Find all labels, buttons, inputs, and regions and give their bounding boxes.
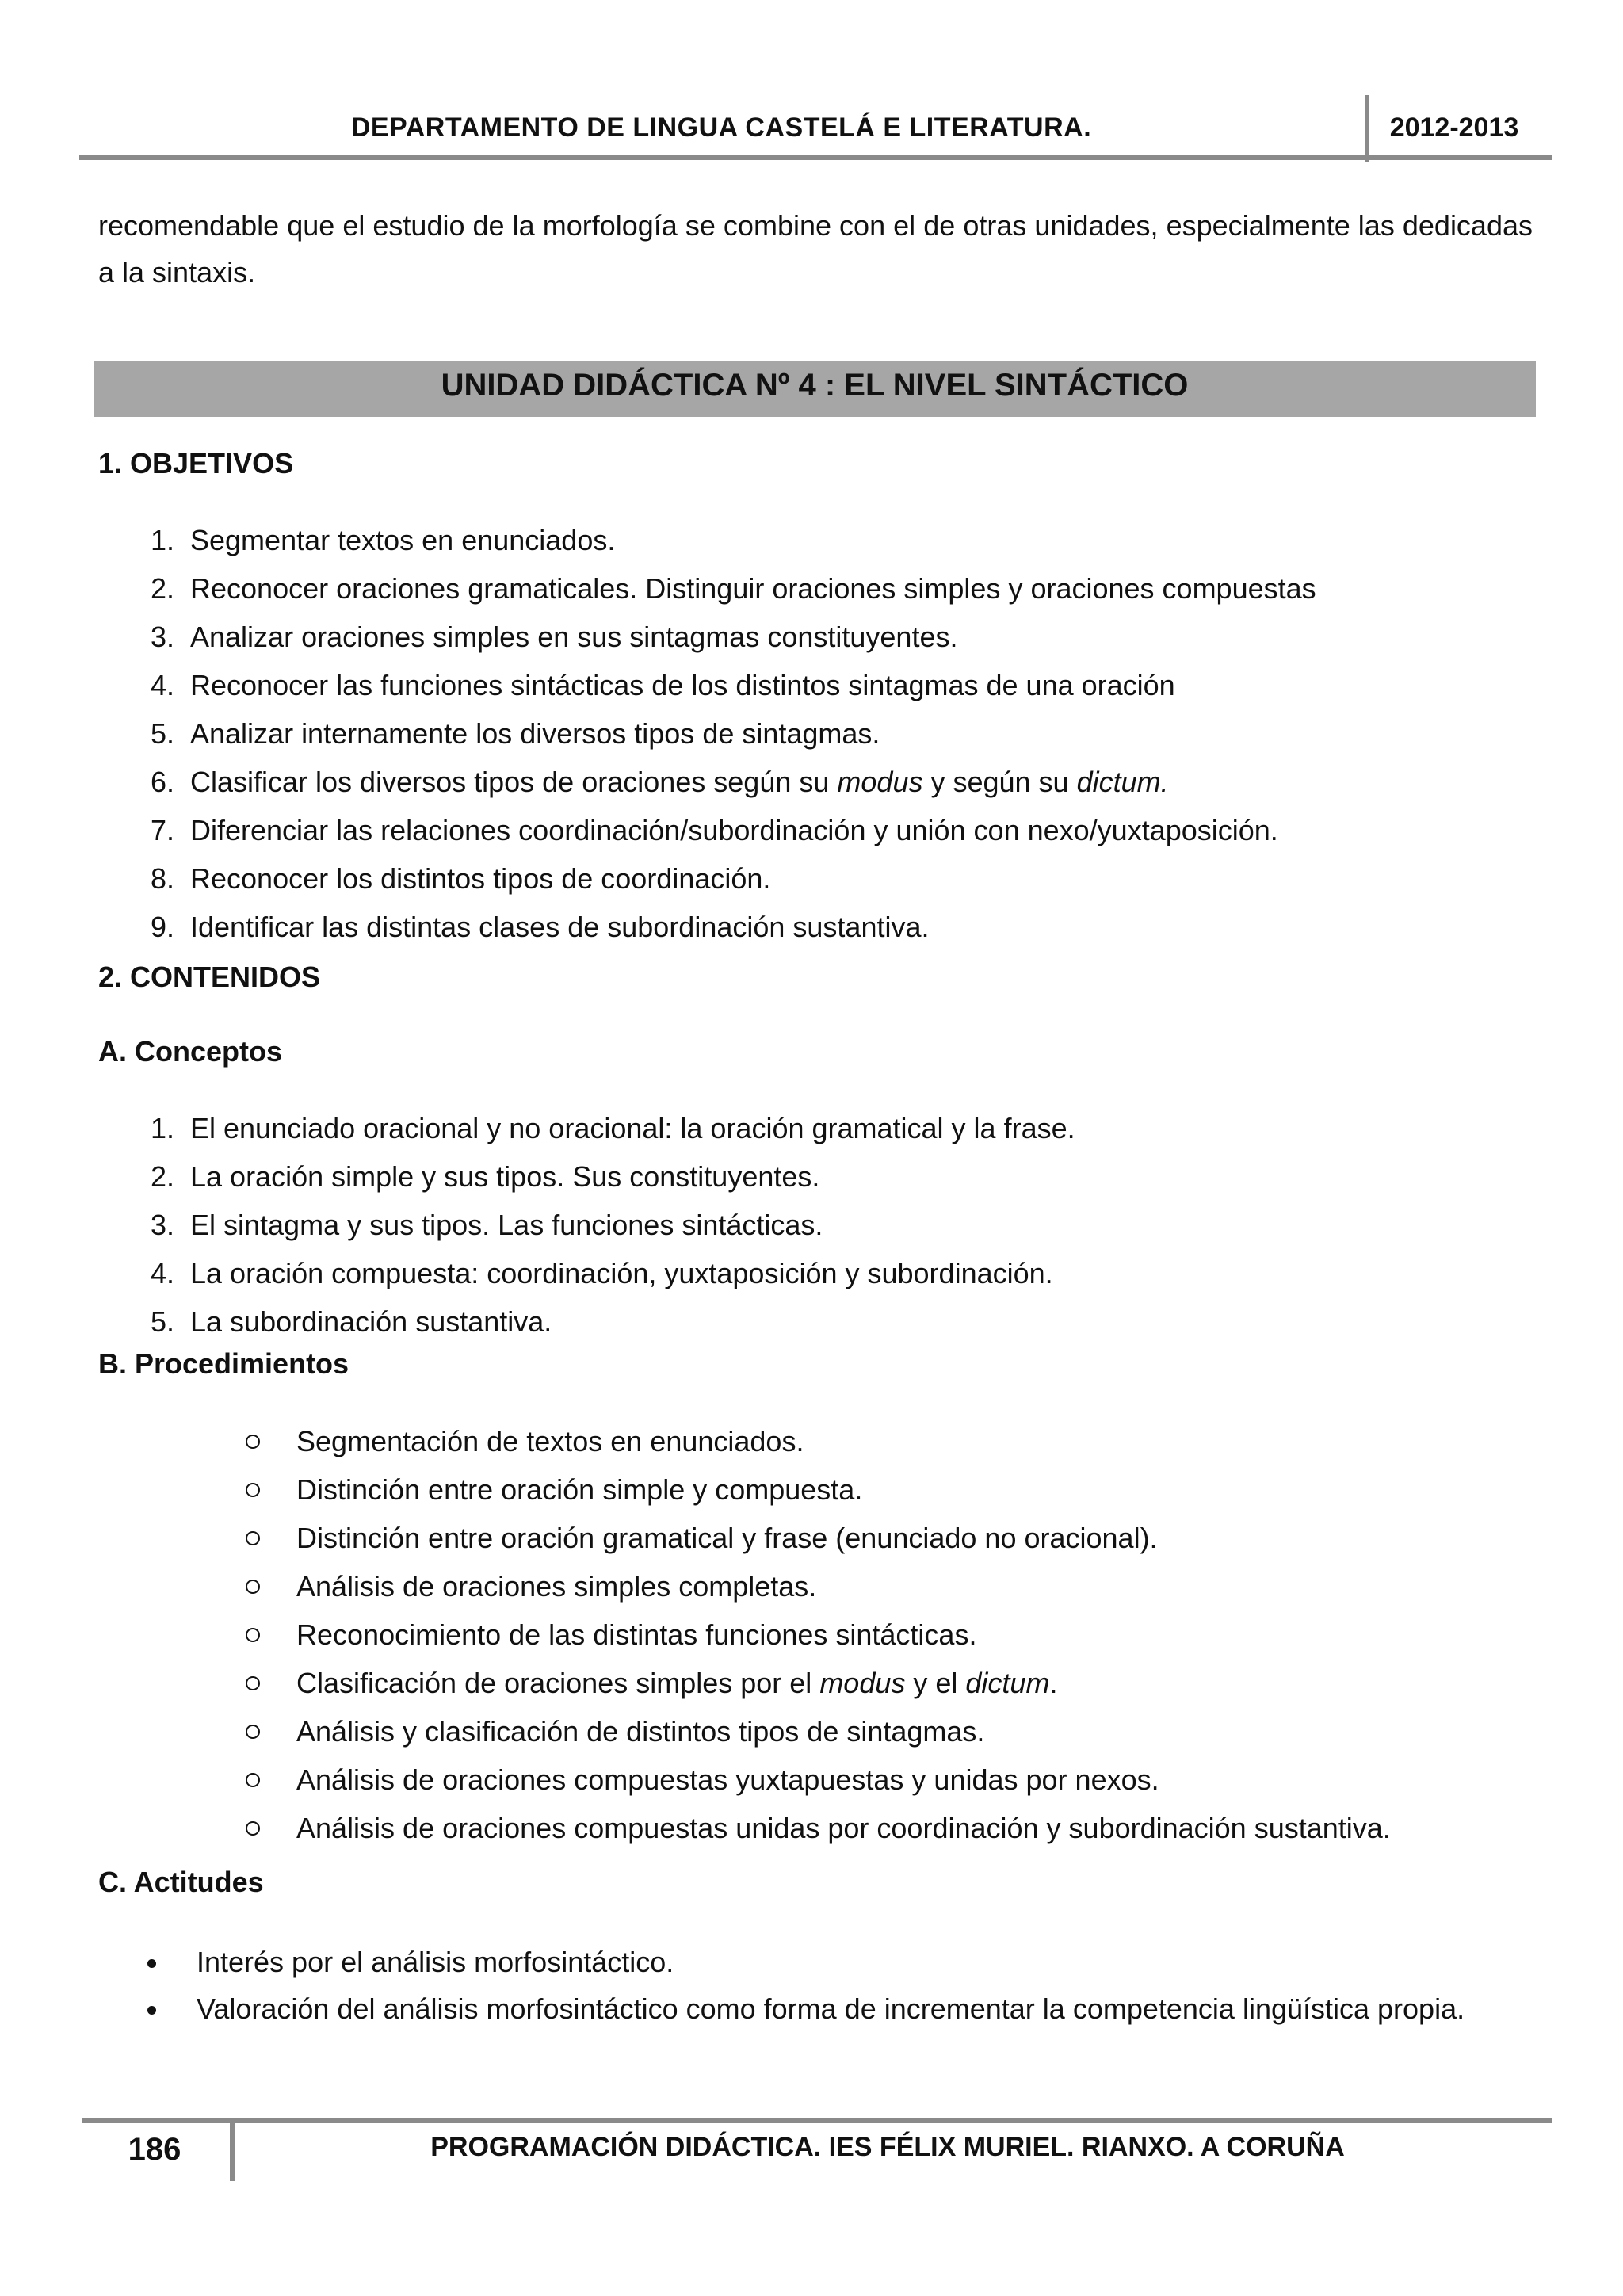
item-text: Análisis de oraciones simples completas. bbox=[296, 1570, 817, 1603]
circle-bullet-icon bbox=[246, 1580, 260, 1594]
item-text: Analizar internamente los diversos tipos de sintagmas. bbox=[190, 717, 880, 750]
item-number: 9. bbox=[150, 911, 174, 943]
item-text bbox=[296, 1659, 1057, 1707]
item-text: Reconocer oraciones gramaticales. Distinguir oraciones simples y oraciones compuestas bbox=[190, 572, 1316, 605]
item-text: La subordinación sustantiva. bbox=[190, 1305, 552, 1338]
circle-bullet-icon bbox=[246, 1435, 260, 1449]
subsection-heading-conceptos: A. Conceptos bbox=[98, 1035, 283, 1068]
text-segment: y el bbox=[905, 1667, 966, 1699]
item-text: Distinción entre oración gramatical y frase (enunciado no oracional). bbox=[296, 1522, 1158, 1554]
item-text: Diferenciar las relaciones coordinación/subordinación y unión con nexo/yuxtaposición. bbox=[190, 814, 1278, 846]
section-heading-objetivos: 1. OBJETIVOS bbox=[98, 447, 294, 479]
italic-term: dictum. bbox=[1076, 766, 1169, 798]
item-number: 1. bbox=[150, 524, 174, 556]
list-item bbox=[147, 1985, 1534, 2032]
circle-bullet-icon bbox=[246, 1676, 260, 1690]
item-number: 6. bbox=[150, 766, 174, 798]
item-text: Valoración del análisis morfosintáctico como forma de incrementar la competencia lingüística propia. bbox=[197, 1992, 1465, 2025]
bullet-dot-icon bbox=[147, 1959, 156, 1968]
item-text: Distinción entre oración simple y compuesta. bbox=[296, 1473, 863, 1506]
subsection-heading-actitudes: C. Actitudes bbox=[98, 1866, 264, 1898]
circle-bullet-icon bbox=[246, 1531, 260, 1545]
item-text bbox=[190, 758, 1169, 806]
circle-bullet-icon bbox=[246, 1773, 260, 1787]
item-text: Interés por el análisis morfosintáctico. bbox=[197, 1946, 674, 1978]
bullet-dot-icon bbox=[147, 2006, 156, 2015]
header-year: 2012-2013 bbox=[1389, 113, 1519, 143]
item-text: Reconocer las funciones sintácticas de los distintos sintagmas de una oración bbox=[190, 669, 1175, 701]
unit-title: UNIDAD DIDÁCTICA Nº 4 : EL NIVEL SINTÁCTICO bbox=[441, 368, 1189, 403]
item-number: 8. bbox=[150, 862, 174, 895]
item-number: 4. bbox=[150, 669, 174, 701]
item-number: 2. bbox=[150, 1160, 174, 1193]
section-heading-contenidos: 2. CONTENIDOS bbox=[98, 961, 321, 993]
circle-bullet-icon bbox=[246, 1628, 260, 1642]
actitudes-list bbox=[147, 1939, 1534, 2032]
italic-term: modus bbox=[837, 766, 923, 798]
item-number: 4. bbox=[150, 1257, 174, 1289]
item-text: Segmentación de textos en enunciados. bbox=[296, 1425, 804, 1457]
subsection-heading-procedimientos: B. Procedimientos bbox=[98, 1347, 349, 1380]
text-segment: Clasificar los diversos tipos de oraciones según su bbox=[190, 766, 838, 798]
item-text: Análisis y clasificación de distintos tipos de sintagmas. bbox=[296, 1715, 985, 1748]
item-text: Analizar oraciones simples en sus sintagmas constituyentes. bbox=[190, 621, 958, 653]
item-number: 3. bbox=[150, 1209, 174, 1241]
item-number: 2. bbox=[150, 572, 174, 605]
intro-paragraph: recomendable que el estudio de la morfología se combine con el de otras unidades, especialmente las dedicadas a la sintaxis. bbox=[98, 209, 1533, 288]
header-department-title: DEPARTAMENTO DE LINGUA CASTELÁ E LITERATURA. bbox=[350, 113, 1092, 143]
circle-bullet-icon bbox=[246, 1483, 260, 1497]
circle-bullet-icon bbox=[246, 1725, 260, 1739]
item-text: Análisis de oraciones compuestas unidas por coordinación y subordinación sustantiva. bbox=[296, 1812, 1391, 1844]
page-number: 186 bbox=[128, 2132, 181, 2167]
circle-bullet-icon bbox=[246, 1821, 260, 1836]
italic-term: dictum bbox=[965, 1667, 1050, 1699]
header-divider bbox=[1365, 95, 1369, 162]
list-item bbox=[147, 1939, 1534, 1985]
item-text: Segmentar textos en enunciados. bbox=[190, 524, 616, 556]
item-text: La oración simple y sus tipos. Sus constituyentes. bbox=[190, 1160, 820, 1193]
header-rule bbox=[79, 155, 1552, 160]
item-text: Identificar las distintas clases de subordinación sustantiva. bbox=[190, 911, 930, 943]
text-segment: y según su bbox=[922, 766, 1077, 798]
item-text: Análisis de oraciones compuestas yuxtapuestas y unidas por nexos. bbox=[296, 1763, 1159, 1796]
item-text: La oración compuesta: coordinación, yuxtaposición y subordinación. bbox=[190, 1257, 1053, 1289]
item-number: 5. bbox=[150, 717, 174, 750]
item-text: El sintagma y sus tipos. Las funciones sintácticas. bbox=[190, 1209, 823, 1241]
footer-divider bbox=[230, 2121, 235, 2181]
text-segment: . bbox=[1049, 1667, 1058, 1699]
item-number: 3. bbox=[150, 621, 174, 653]
item-text: El enunciado oracional y no oracional: la oración gramatical y la frase. bbox=[190, 1112, 1075, 1144]
footer-rule bbox=[82, 2118, 1552, 2123]
italic-term: modus bbox=[819, 1667, 906, 1699]
item-number: 1. bbox=[150, 1112, 174, 1144]
footer-school-title: PROGRAMACIÓN DIDÁCTICA. IES FÉLIX MURIEL. RIANXO. A CORUÑA bbox=[430, 2132, 1345, 2162]
item-text: Reconocimiento de las distintas funciones sintácticas. bbox=[296, 1618, 977, 1651]
text-segment: Clasificación de oraciones simples por el bbox=[296, 1667, 820, 1699]
item-text: Reconocer los distintos tipos de coordinación. bbox=[190, 862, 771, 895]
item-number: 5. bbox=[150, 1305, 174, 1338]
item-number: 7. bbox=[150, 814, 174, 846]
